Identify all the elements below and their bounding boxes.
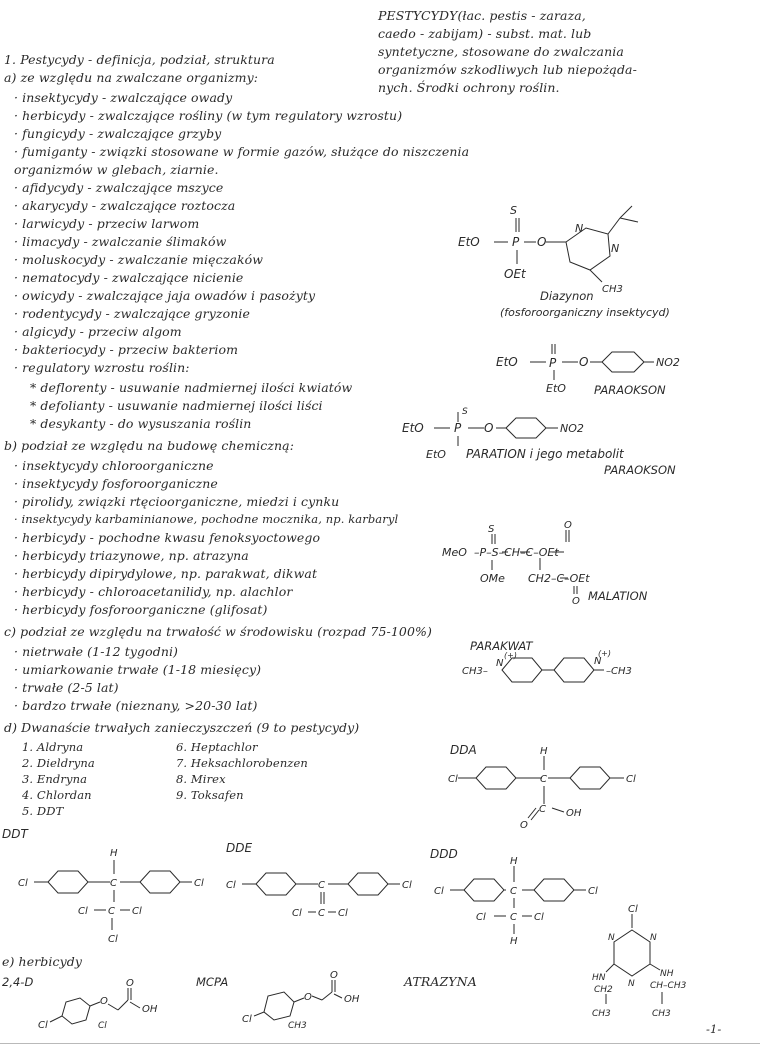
svg-text:H: H: [110, 848, 118, 859]
svg-text:Cl: Cl: [132, 906, 142, 917]
paration-structure: [400, 404, 700, 480]
svg-text:EtO: EtO: [426, 448, 446, 461]
svg-text:EtO: EtO: [458, 235, 480, 249]
svg-text:N: N: [608, 933, 615, 943]
svg-text:O: O: [572, 596, 580, 607]
parakwat-label: PARAKWAT: [470, 639, 533, 653]
paraokson-structure: [494, 342, 714, 406]
list-item: · nematocydy - zwalczające nicienie: [14, 270, 244, 285]
svg-text:Cl: Cl: [338, 908, 348, 919]
svg-text:O: O: [304, 992, 312, 1003]
bottom-rule: [0, 1043, 760, 1044]
subsection-c-heading: c) podział ze względu na trwałość w środowisku (rozpad 75-100%): [4, 624, 432, 639]
atrazyna-label: ATRAZYNA: [404, 974, 477, 989]
dde-structure: [222, 840, 422, 930]
diazinon-note: (fosforoorganiczny insektycyd): [500, 306, 670, 319]
diazinon-label: Diazynon: [540, 289, 594, 303]
svg-text:C: C: [318, 908, 325, 919]
svg-text:O: O: [126, 978, 134, 989]
list-item: · bakteriocydy - przeciw bakteriom: [14, 342, 239, 357]
svg-text:–CH3: –CH3: [606, 666, 632, 677]
list-item: 8. Mirex: [176, 772, 226, 786]
page-number: -1-: [706, 1022, 722, 1036]
svg-text:CH3: CH3: [288, 1021, 307, 1031]
list-item: 1. Aldryna: [22, 740, 84, 754]
svg-text:EtO: EtO: [402, 421, 424, 435]
svg-text:Cl: Cl: [626, 774, 636, 785]
list-item: · herbicydy - zwalczające rośliny (w tym regulatory wzrostu): [14, 108, 403, 123]
svg-text:S: S: [510, 204, 517, 217]
list-item: 2. Dieldryna: [22, 756, 95, 770]
subsection-b-heading: b) podział ze względu na budowę chemiczną:: [4, 438, 295, 453]
list-item: · owicydy - zwalczające jaja owadów i pasożyty: [14, 288, 316, 303]
svg-text:Cl: Cl: [38, 1020, 48, 1031]
svg-text:S: S: [488, 524, 495, 535]
svg-text:OH: OH: [142, 1004, 158, 1015]
svg-text:EtO: EtO: [546, 382, 566, 395]
list-item: * defolianty - usuwanie nadmiernej ilości liści: [30, 398, 323, 413]
svg-text:OH: OH: [344, 994, 360, 1005]
svg-text:Cl: Cl: [588, 886, 598, 897]
svg-text:Cl: Cl: [242, 1014, 252, 1025]
svg-text:OH: OH: [566, 808, 582, 819]
svg-text:(+): (+): [504, 651, 517, 660]
list-item: · rodentycydy - zwalczające gryzonie: [14, 306, 250, 321]
svg-text:Cl: Cl: [78, 906, 88, 917]
svg-text:CH–CH3: CH–CH3: [650, 981, 687, 991]
list-item: · fumiganty - związki stosowane w formie gazów, służące do niszczenia: [14, 144, 470, 159]
malation-label: MALATION: [588, 589, 648, 603]
list-item: · umiarkowanie trwałe (1-18 miesięcy): [14, 662, 262, 677]
list-item: · insektycydy fosforoorganiczne: [14, 476, 218, 491]
list-item: · limacydy - zwalczanie ślimaków: [14, 234, 227, 249]
parakwat-structure: [460, 636, 680, 700]
ddt-structure: [2, 826, 222, 946]
svg-text:CH3: CH3: [652, 1009, 671, 1019]
svg-text:O: O: [564, 520, 572, 531]
d24-label: 2,4-D: [2, 975, 34, 989]
list-item: · moluskocydy - zwalczanie mięczaków: [14, 252, 264, 267]
dde-label: DDE: [226, 841, 253, 855]
list-item: · herbicydy - pochodne kwasu fenoksyoctowego: [14, 530, 321, 545]
mcpa-label: MCPA: [196, 975, 229, 989]
list-item: 4. Chlordan: [22, 788, 92, 802]
svg-text:H: H: [540, 746, 548, 757]
header-line: syntetyczne, stosowane do zwalczania: [378, 44, 624, 59]
paration-label: PARATION i jego metabolit: [466, 447, 624, 461]
svg-text:N: N: [628, 979, 635, 989]
ddd-label: DDD: [430, 847, 458, 861]
svg-text:C: C: [108, 906, 115, 917]
svg-text:CH3: CH3: [592, 1009, 611, 1019]
atrazine-structure: [586, 900, 726, 1030]
header-line: PESTYCYDY(łac. pestis - zaraza,: [378, 8, 586, 23]
svg-text:N: N: [575, 222, 584, 235]
svg-text:C: C: [510, 886, 517, 897]
svg-text:Cl: Cl: [448, 774, 458, 785]
header-line: caedo - zabijam) - subst. mat. lub: [378, 26, 592, 41]
dda-structure: [446, 740, 646, 830]
list-item: · fungicydy - zwalczające grzyby: [14, 126, 222, 141]
svg-text:O: O: [484, 421, 494, 435]
list-item: · nietrwałe (1-12 tygodni): [14, 644, 179, 659]
svg-text:NO2: NO2: [656, 356, 680, 369]
svg-text:C: C: [539, 804, 546, 815]
list-item: · herbicydy triazynowe, np. atrazyna: [14, 548, 249, 563]
svg-text:HN: HN: [592, 973, 606, 983]
list-item: · herbicydy dipirydylowe, np. parakwat, dikwat: [14, 566, 318, 581]
svg-text:H: H: [510, 936, 518, 946]
list-item: · insektycydy karbaminianowe, pochodne mocznika, np. karbaryl: [14, 512, 399, 526]
svg-text:C: C: [318, 880, 325, 891]
svg-text:Cl: Cl: [194, 878, 204, 889]
subsection-a-heading: a) ze względu na zwalczane organizmy:: [4, 70, 259, 85]
list-item: * desykanty - do wysuszania roślin: [30, 416, 252, 431]
list-item: · herbicydy fosforoorganiczne (glifosat): [14, 602, 268, 617]
svg-text:CH2: CH2: [594, 985, 613, 995]
header-line: nych. Środki ochrony roślin.: [378, 80, 560, 95]
svg-text:Cl: Cl: [402, 880, 412, 891]
malation-structure: [440, 520, 660, 610]
svg-text:Cl: Cl: [628, 904, 638, 915]
list-item: · larwicydy - przeciw larwom: [14, 216, 200, 231]
list-item: · insektycydy chloroorganiczne: [14, 458, 214, 473]
svg-text:O: O: [579, 355, 589, 369]
header-line: organizmów szkodliwych lub niepożąda-: [378, 62, 637, 77]
paration-metabolite-label: PARAOKSON: [604, 463, 676, 477]
svg-text:CH3–: CH3–: [462, 666, 488, 677]
list-item: · insektycydy - zwalczające owady: [14, 90, 233, 105]
svg-text:Cl: Cl: [534, 912, 544, 923]
list-item: · bardzo trwałe (nieznany, >20-30 lat): [14, 698, 258, 713]
d24-structure: [0, 972, 180, 1036]
list-item: · herbicydy - chloroacetanilidy, np. alachlor: [14, 584, 293, 599]
svg-text:N: N: [611, 242, 620, 255]
svg-text:Cl: Cl: [476, 912, 486, 923]
svg-text:N: N: [594, 656, 602, 667]
list-item: 3. Endryna: [22, 772, 88, 786]
svg-text:O: O: [100, 996, 108, 1007]
svg-text:Cl: Cl: [292, 908, 302, 919]
svg-text:P: P: [454, 421, 462, 435]
svg-text:O: O: [330, 970, 338, 981]
list-item: 7. Heksachlorobenzen: [176, 756, 308, 770]
list-item: · pirolidy, związki rtęcioorganiczne, miedzi i cynku: [14, 494, 340, 509]
mcpa-structure: [192, 970, 382, 1034]
paraokson-label: PARAOKSON: [594, 383, 666, 397]
list-item: 6. Heptachlor: [176, 740, 258, 754]
svg-text:Cl: Cl: [434, 886, 444, 897]
list-item: · akarycydy - zwalczające roztocza: [14, 198, 236, 213]
svg-text:S: S: [462, 407, 468, 417]
section-title: 1. Pestycydy - definicja, podział, struktura: [4, 52, 275, 67]
svg-text:CH2–C–OEt: CH2–C–OEt: [528, 572, 590, 585]
svg-text:NH: NH: [660, 969, 674, 979]
svg-text:MeO: MeO: [442, 546, 467, 559]
svg-text:EtO: EtO: [496, 355, 518, 369]
svg-text:N: N: [496, 658, 504, 669]
svg-text:–P–S–CH–C–OEt: –P–S–CH–C–OEt: [474, 546, 559, 559]
list-item: · afidycydy - zwalczające mszyce: [14, 180, 224, 195]
svg-text:(+): (+): [598, 649, 611, 658]
list-item: * deflorenty - usuwanie nadmiernej ilości kwiatów: [30, 380, 353, 395]
subsection-d-heading: d) Dwanaście trwałych zanieczyszczeń (9 to pestycydy): [4, 720, 360, 735]
ddt-label: DDT: [2, 827, 28, 841]
diazinon-structure: [454, 198, 744, 338]
dda-label: DDA: [450, 743, 477, 757]
svg-text:OMe: OMe: [480, 572, 505, 585]
svg-text:Cl: Cl: [18, 878, 28, 889]
svg-text:O: O: [520, 820, 528, 830]
herbicides-heading: e) herbicydy: [2, 954, 82, 969]
svg-text:H: H: [510, 856, 518, 867]
svg-text:Cl: Cl: [226, 880, 236, 891]
list-item: 5. DDT: [22, 804, 64, 818]
list-item: · trwałe (2-5 lat): [14, 680, 119, 695]
list-item: 9. Toksafen: [176, 788, 244, 802]
svg-text:O: O: [537, 235, 547, 249]
svg-text:Cl: Cl: [98, 1021, 107, 1031]
svg-text:CH3: CH3: [602, 284, 623, 295]
list-item: · algicydy - przeciw algom: [14, 324, 182, 339]
svg-text:P: P: [512, 235, 520, 249]
svg-text:P: P: [549, 356, 557, 370]
svg-text:NO2: NO2: [560, 422, 584, 435]
svg-text:N: N: [650, 933, 657, 943]
list-item: organizmów w glebach, ziarnie.: [14, 162, 219, 177]
svg-text:C: C: [540, 774, 547, 785]
svg-text:C: C: [510, 912, 517, 923]
svg-text:Cl: Cl: [108, 934, 118, 945]
svg-text:OEt: OEt: [504, 267, 526, 281]
svg-text:C: C: [110, 878, 117, 889]
list-item: · regulatory wzrostu roślin:: [14, 360, 190, 375]
